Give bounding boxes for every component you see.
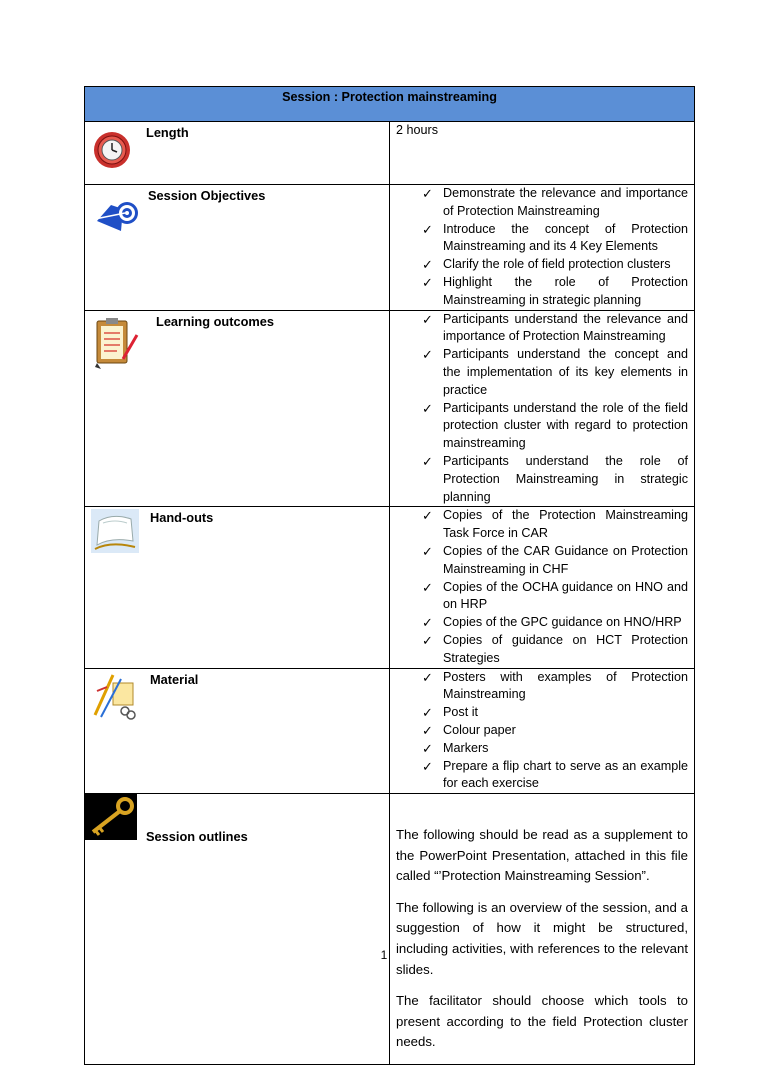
checkmark-icon: ✓ (422, 669, 433, 685)
handouts-row (85, 507, 695, 668)
outlines-label: Session outlines (146, 829, 248, 845)
clock-icon (91, 130, 133, 170)
list-item: ✓ Prepare a flip chart to serve as an example for each exercise (422, 758, 688, 791)
checkmark-icon: ✓ (422, 311, 433, 327)
checkmark-icon: ✓ (422, 543, 433, 559)
material-row (85, 668, 695, 794)
list-item: ✓ Copies of the OCHA guidance on HNO and on HRP (422, 579, 688, 612)
list-item: ✓ Clarify the role of field protection clusters (422, 257, 671, 273)
checkmark-icon: ✓ (422, 722, 433, 738)
objectives-content-cell (390, 185, 695, 311)
list-item: ✓ Posters with examples of Protection Mainstreaming (422, 669, 688, 702)
outline-paragraph: The facilitator should choose which tools to present according to the field Protection cluster needs. (396, 993, 688, 1050)
outline-paragraph: The following is an overview of the session, and a suggestion of how it might be structured, including activities, with references to the relevant slides. (396, 899, 688, 977)
objectives-label-cell (85, 185, 390, 311)
stationery-icon (91, 671, 139, 721)
outcomes-row (85, 310, 695, 507)
checkmark-icon: ✓ (422, 758, 433, 774)
papers-icon (91, 509, 139, 553)
list-item: ✓ Post it (422, 705, 478, 721)
material-label: Material (150, 671, 199, 687)
checkmark-icon: ✓ (422, 579, 433, 595)
list-item: ✓ Participants understand the role of the field protection cluster with regard to protection mainstreaming (422, 400, 688, 451)
length-row (85, 122, 695, 185)
list-item: ✓ Copies of the CAR Guidance on Protection Mainstreaming in CHF (422, 543, 688, 576)
checkmark-icon: ✓ (422, 347, 433, 363)
list-item: ✓ Introduce the concept of Protection Mainstreaming and its 4 Key Elements (422, 221, 688, 254)
outcomes-list (396, 311, 688, 507)
objectives-label: Session Objectives (148, 188, 266, 203)
checkmark-icon: ✓ (422, 453, 433, 469)
list-item: ✓ Copies of the GPC guidance on HNO/HRP (422, 615, 682, 631)
list-item: ✓ Copies of the Protection Mainstreaming Task Force in CAR (422, 508, 688, 541)
list-item: ✓ Markers (422, 740, 489, 756)
outcomes-label: Learning outcomes (156, 313, 275, 329)
checkmark-icon: ✓ (422, 257, 433, 273)
checkmark-icon: ✓ (422, 705, 433, 721)
list-item: ✓ Participants understand the concept and the implementation of its key elements in practice (422, 347, 688, 397)
outline-paragraph: The following should be read as a supplement to the PowerPoint Presentation, attached in this file called “’Protection Mainstreaming Session”. (396, 827, 688, 884)
length-label: Length (146, 125, 189, 140)
session-title: Session : Protection mainstreaming (85, 87, 695, 122)
outcomes-label-cell (85, 310, 390, 507)
handouts-list (396, 507, 688, 667)
handouts-label: Hand-outs (150, 510, 214, 526)
length-value: 2 hours (396, 123, 439, 137)
checkmark-icon: ✓ (422, 186, 433, 201)
handouts-content-cell (390, 507, 695, 668)
checkmark-icon: ✓ (422, 400, 433, 416)
outcomes-content-cell (390, 310, 695, 507)
checkmark-icon: ✓ (422, 508, 433, 524)
list-item: ✓ Participants understand the role of Protection Mainstreaming in strategic planning (422, 453, 688, 504)
checkmark-icon: ✓ (422, 274, 433, 290)
length-label-cell (85, 122, 390, 185)
list-item: ✓ Highlight the role of Protection Mainstreaming in strategic planning (422, 274, 688, 307)
session-plan-table (84, 86, 695, 1065)
checkmark-icon: ✓ (422, 615, 433, 631)
material-content-cell (390, 668, 695, 794)
checkmark-icon: ✓ (422, 221, 433, 237)
page-number: 1 (380, 948, 388, 962)
list-item: ✓ Participants understand the relevance and importance of Protection Mainstreaming (422, 311, 688, 344)
handouts-label-cell (85, 507, 390, 668)
checkmark-icon: ✓ (422, 632, 433, 648)
list-item: ✓ Copies of guidance on HCT Protection Strategies (422, 632, 688, 665)
material-label-cell (85, 668, 390, 794)
target-icon (91, 191, 139, 237)
material-list (396, 669, 688, 794)
objectives-list (396, 185, 688, 310)
objectives-row (85, 185, 695, 311)
header-row (85, 87, 695, 122)
key-icon (85, 794, 137, 840)
length-value-cell (390, 122, 695, 185)
list-item: ✓ Demonstrate the relevance and importance of Protection Mainstreaming (422, 186, 688, 218)
checkmark-icon: ✓ (422, 740, 433, 756)
list-item: ✓ Colour paper (422, 722, 516, 738)
clipboard-icon (93, 315, 141, 371)
